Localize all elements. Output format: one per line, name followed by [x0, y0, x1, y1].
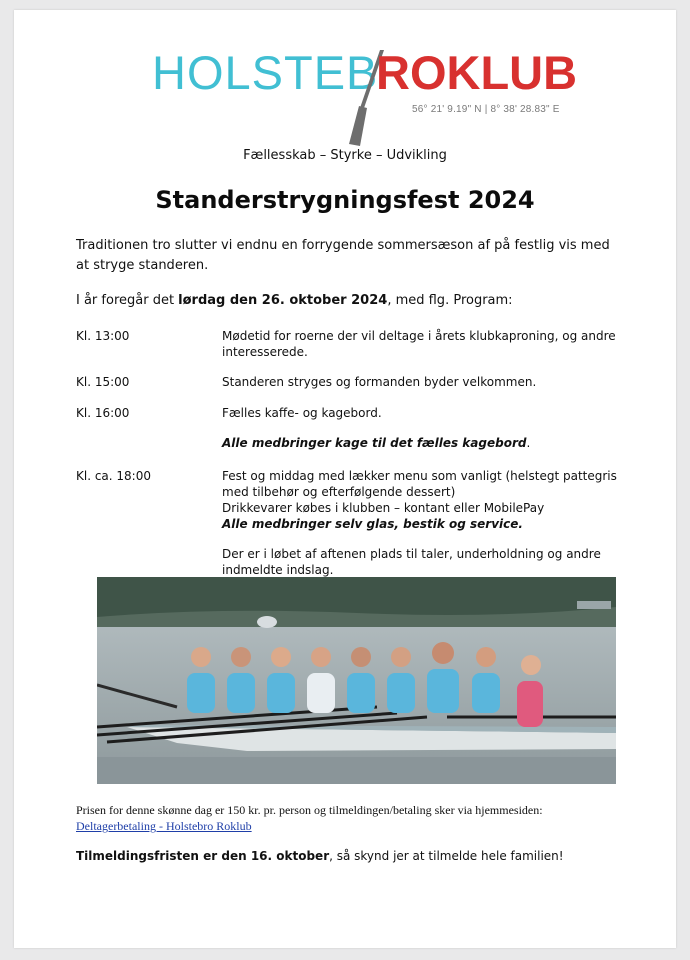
rowing-team-photo: [97, 577, 616, 784]
tableware-note: Alle medbringer selv glas, bestik og service.: [222, 517, 523, 531]
date-line-suffix: , med flg. Program:: [387, 293, 513, 308]
logo-text-roklub: ROKLUB: [376, 46, 578, 99]
schedule-desc-4-line-1: Fest og middag med lækker menu som vanligt (helstegt pattegris med tilbehør og efterfølgende dessert): [222, 469, 617, 499]
schedule-desc-4-extra: Der er i løbet af aftenen plads til taler, underholdning og andre indmeldte indslag.: [222, 547, 601, 577]
date-line-prefix: I år foregår det: [76, 293, 179, 308]
price-paragraph: [76, 802, 676, 834]
deadline-bold: Tilmeldingsfristen er den 16. oktober: [76, 849, 330, 863]
schedule-desc-4: [222, 468, 642, 578]
deadline-rest: , så skynd jer at tilmelde hele familien!: [329, 849, 564, 863]
schedule-time-2: Kl. 15:00: [76, 375, 130, 389]
schedule-desc-2-line: Standeren stryges og formanden byder velkommen.: [222, 375, 537, 389]
registration-link[interactable]: Deltagerbetaling - Holstebro Roklub: [76, 819, 252, 833]
cake-note: Alle medbringer kage til det fælles kagebord: [222, 436, 527, 450]
logo-text-holsteb: HOLSTEB: [152, 46, 379, 99]
schedule-desc-1: [222, 328, 642, 360]
logo-coordinates: 56° 21' 9.19" N | 8° 38' 28.83" E: [412, 104, 560, 115]
schedule-desc-3: [222, 405, 642, 451]
club-logo: [152, 48, 582, 148]
schedule-desc-3-line: Fælles kaffe- og kagebord.: [222, 406, 382, 420]
intro-paragraph: Traditionen tro slutter vi endnu en forrygende sommersæson af på festlig vis med at stryge standeren.: [76, 238, 610, 273]
deadline-paragraph: [76, 848, 676, 864]
schedule-desc-2: [222, 374, 642, 390]
price-text: Prisen for denne skønne dag er 150 kr. pr. person og tilmeldingen/betaling sker via hjemmesiden:: [76, 803, 543, 817]
schedule-desc-4-line-2: Drikkevarer købes i klubben – kontant eller MobilePay: [222, 501, 545, 515]
page-title: Standerstrygningsfest 2024: [155, 186, 535, 214]
schedule-time-1: Kl. 13:00: [76, 329, 130, 343]
schedule-time-3: Kl. 16:00: [76, 406, 130, 420]
schedule-desc-1-line: Mødetid for roerne der vil deltage i årets klubkaproning, og andre interesserede.: [222, 329, 616, 359]
schedule-time-4: Kl. ca. 18:00: [76, 469, 151, 483]
document-page: [14, 10, 676, 948]
schedule-desc-3-emphasis: [222, 435, 642, 451]
event-date: lørdag den 26. oktober 2024: [178, 293, 388, 308]
cake-note-suffix: .: [526, 436, 531, 450]
motto: Fællesskab – Styrke – Udvikling: [243, 148, 447, 163]
date-line: [76, 291, 636, 311]
